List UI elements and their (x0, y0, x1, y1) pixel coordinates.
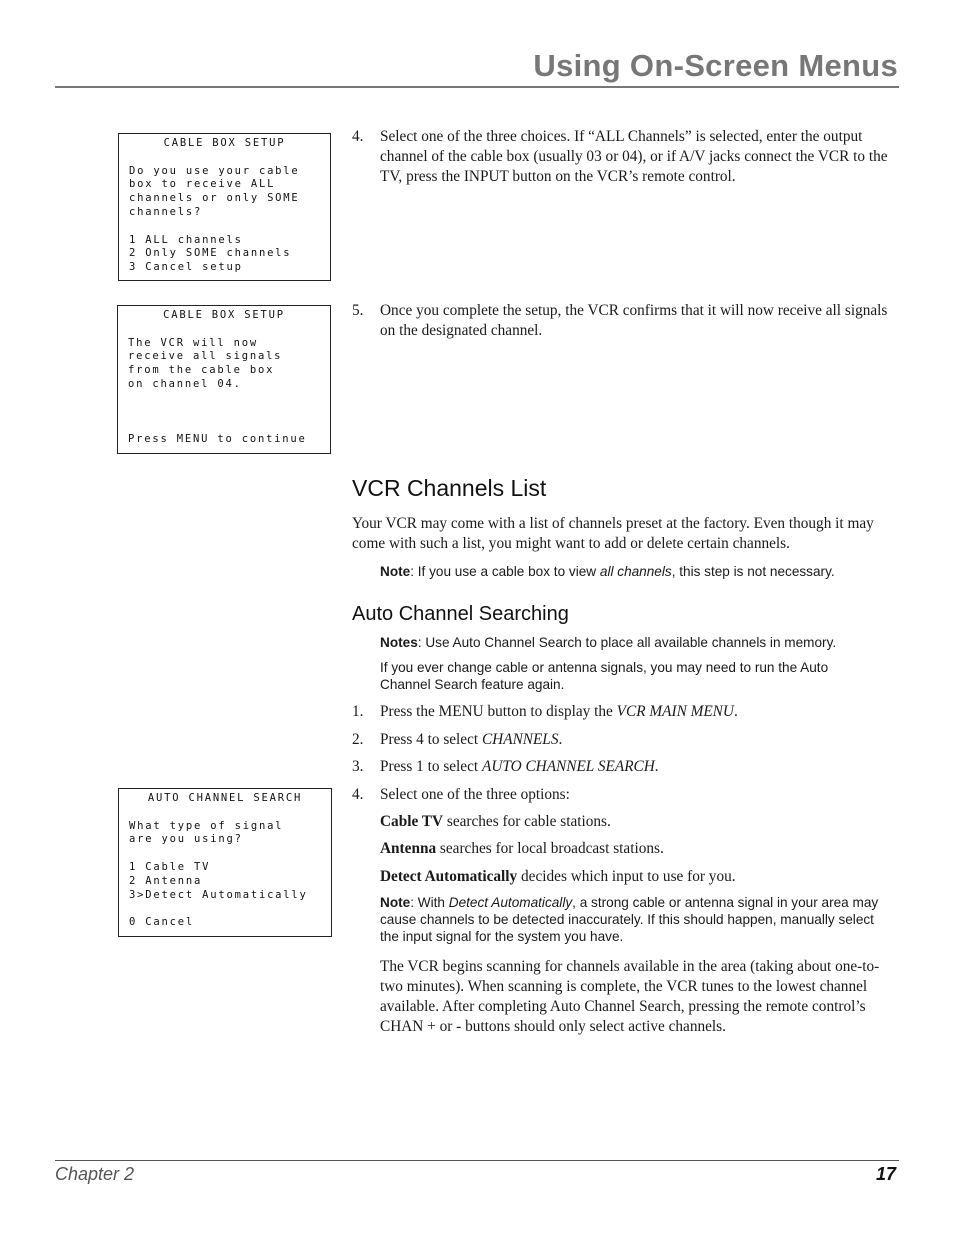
option-label: Detect Automatically (380, 868, 518, 885)
step-number: 1. (352, 703, 364, 720)
notes-text: : Use Auto Channel Search to place all available channels in memory. (417, 635, 837, 650)
cable-step-5 (352, 301, 897, 341)
step-text (380, 730, 892, 750)
step-text: Once you complete the setup, the VCR confirms that it will now receive all signals on the designated channel. (380, 302, 888, 339)
note-emphasis: all channels (599, 564, 672, 579)
note-label: Note (380, 564, 411, 579)
cable-box-setup-screen-2 (117, 305, 331, 454)
cable-box-setup-screen-1 (118, 133, 331, 281)
closing-paragraph: The VCR begins scanning for channels available in the area (taking about one-to-two minutes). When scanning is complete, the VCR tunes to the lowest channel available. After completing Auto Channel Search, pressing the remote control’s CHAN + or - buttons should only select active channels. (380, 958, 880, 1035)
note-label: Note (380, 895, 411, 910)
auto-notes-2: If you ever change cable or antenna signals, you may need to run the Auto Channel Search feature again. (380, 660, 829, 692)
vcr-list-intro: Your VCR may come with a list of channels preset at the factory. Even though it may come with such a list, you might want to add or delete certain channels. (352, 515, 874, 552)
step-number: 5. (352, 302, 364, 319)
note-emphasis: Detect Automatically (448, 895, 573, 910)
vcr-channels-list-heading: VCR Channels List (352, 475, 547, 501)
option-cable-tv (380, 812, 900, 832)
step-text (380, 785, 892, 805)
auto-step-1 (352, 702, 897, 722)
step-text: Select one of the three choices. If “ALL Channels” is selected, enter the output channel of the cable box (usually 03 or 04), or if A/V jacks connect the VCR to the TV, press the INPUT button on the VCR’s remote control. (380, 128, 888, 185)
step-text-post: . (733, 703, 738, 720)
note-text-end: , this step is not necessary. (671, 564, 835, 579)
footer-chapter: Chapter 2 (55, 1164, 135, 1184)
step-number: 4. (352, 786, 364, 803)
header-rule (55, 86, 899, 88)
note-text-end: , a strong cable or antenna signal in your area may cause channels to be detected inaccurately. If this should happen, manually select the input signal for the system you have. (380, 895, 879, 944)
step-text-post: . (654, 758, 659, 775)
auto-channel-search-screen (118, 788, 332, 937)
screen-title: CABLE BOX SETUP (163, 309, 285, 321)
screen-title: CABLE BOX SETUP (163, 137, 286, 149)
cable-step-4 (352, 127, 897, 187)
option-detect-automatically (380, 867, 900, 887)
detect-note (380, 894, 885, 945)
page-header-title: Using On-Screen Menus (533, 48, 898, 83)
option-desc: searches for cable stations. (443, 813, 611, 830)
option-desc: decides which input to use for you. (517, 868, 736, 885)
screen-body: Do you use your cable box to receive ALL channels or only SOME channels? 1 ALL channels 2 Only SOME channels 3 Cancel setup (129, 164, 300, 274)
step-text-pre: Press 4 to select (380, 731, 482, 748)
option-label: Cable TV (380, 813, 444, 830)
step-text (380, 702, 892, 722)
screen-body: What type of signal are you using? 1 Cable TV 2 Antenna 3>Detect Automatically 0 Cancel (129, 819, 308, 929)
auto-notes (380, 634, 900, 651)
step-menu-name: CHANNELS (481, 731, 559, 748)
notes-label: Notes (380, 635, 418, 650)
step-text-pre: Select one of the three options: (380, 786, 570, 803)
auto-channel-searching-heading: Auto Channel Searching (352, 603, 569, 625)
vcr-list-note (380, 563, 900, 580)
auto-step-4 (352, 785, 897, 805)
step-menu-name: AUTO CHANNEL SEARCH (481, 758, 655, 775)
auto-step-2 (352, 730, 897, 750)
step-menu-name: VCR MAIN MENU (616, 703, 734, 720)
footer-page-number: 17 (875, 1164, 896, 1184)
option-label: Antenna (380, 840, 437, 857)
step-number: 2. (352, 731, 364, 748)
step-number: 3. (352, 758, 364, 775)
note-text: : With (410, 895, 449, 910)
step-text-post: . (558, 731, 563, 748)
screen-title: AUTO CHANNEL SEARCH (147, 792, 303, 804)
step-text-pre: Press 1 to select (380, 758, 482, 775)
step-text-pre: Press the MENU button to display the (380, 703, 617, 720)
step-text (380, 757, 892, 777)
screen-body: The VCR will now receive all signals from the cable box on channel 04. Press MENU to continue (128, 336, 307, 446)
option-desc: searches for local broadcast stations. (436, 840, 664, 857)
auto-step-3 (352, 757, 897, 777)
option-antenna (380, 839, 900, 859)
note-text: : If you use a cable box to view (410, 564, 600, 579)
footer-rule (55, 1160, 899, 1161)
step-number: 4. (352, 128, 364, 145)
